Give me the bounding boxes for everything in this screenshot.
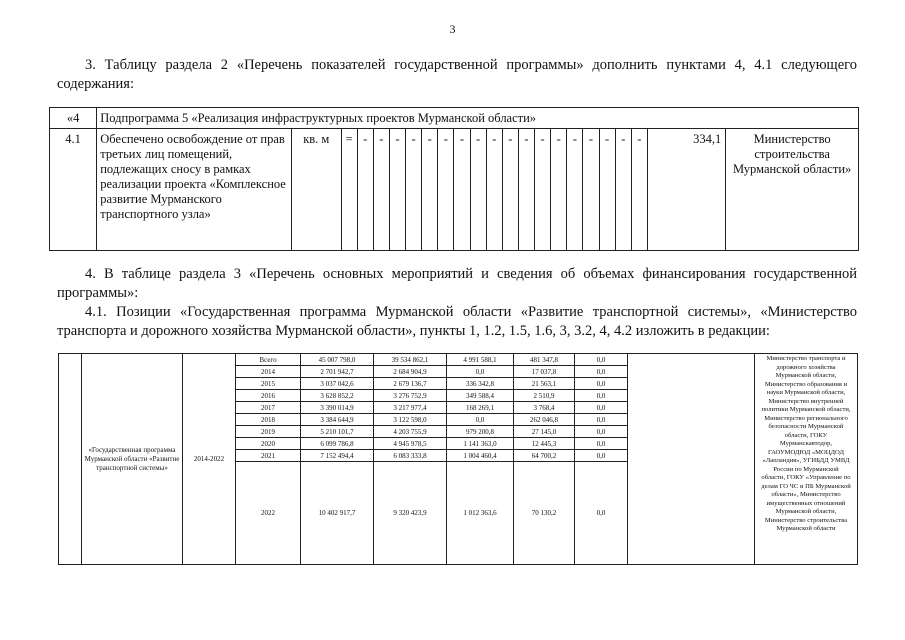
indicator-target-value: 334,1: [647, 129, 725, 251]
responsible-line: Министерство внутренней: [768, 397, 844, 405]
federal-budget-cell: 4 991 588,1: [447, 354, 514, 366]
program-name: «Государственная программа Мурманской области «Развитие транспортной системы»: [82, 354, 183, 565]
regional-budget-cell: 6 083 333,8: [374, 450, 447, 462]
indicator-description: Обеспечено освобождение от прав третьих лиц помещений, подлежащих сносу в рамках реализации проекта «Комплексное развитие Мурманского транспортного узла»: [97, 129, 292, 251]
federal-budget-cell: 349 588,4: [447, 390, 514, 402]
responsible-line: Мурманской области,: [775, 372, 837, 379]
indicator-dash: -: [470, 129, 486, 251]
indicator-dash: -: [535, 129, 551, 251]
indicator-responsible: Министерство строительства Мурманской области»: [726, 129, 859, 251]
financing-responsible: [755, 354, 858, 565]
municipal-budget-cell: 481 347,8: [514, 354, 575, 366]
extrabudget-cell: 0,0: [575, 354, 628, 366]
indicator-dash: -: [438, 129, 454, 251]
extrabudget-cell: 0,0: [575, 402, 628, 414]
total-cell: 6 099 786,8: [301, 438, 374, 450]
regional-budget-cell: 4 945 978,5: [374, 438, 447, 450]
indicator-dash: -: [357, 129, 373, 251]
total-cell: 10 402 917,7: [301, 462, 374, 565]
municipal-budget-cell: 70 130,2: [514, 462, 575, 565]
indicator-dash: -: [567, 129, 583, 251]
indicator-dash: -: [615, 129, 631, 251]
municipal-budget-cell: 262 046,8: [514, 414, 575, 426]
regional-budget-cell: 2 684 904,9: [374, 366, 447, 378]
regional-budget-cell: 9 320 423,9: [374, 462, 447, 565]
federal-budget-cell: 336 342,8: [447, 378, 514, 390]
municipal-budget-cell: 27 145,0: [514, 426, 575, 438]
indicator-dash: -: [422, 129, 438, 251]
municipal-budget-cell: 3 768,4: [514, 402, 575, 414]
extrabudget-cell: 0,0: [575, 426, 628, 438]
total-cell: 2 701 942,7: [301, 366, 374, 378]
indicator-row: [50, 129, 859, 251]
federal-budget-cell: 168 269,1: [447, 402, 514, 414]
program-period: 2014-2022: [183, 354, 236, 565]
regional-budget-cell: 3 217 977,4: [374, 402, 447, 414]
financing-row: [59, 354, 858, 366]
municipal-budget-cell: 64 700,2: [514, 450, 575, 462]
regional-budget-cell: 3 276 752,9: [374, 390, 447, 402]
responsible-line: области, ГОКУ «Управление по: [761, 474, 851, 481]
responsible-line: дорожного хозяйства: [776, 363, 836, 371]
year-cell: 2014: [236, 366, 301, 378]
indicator-dash: -: [583, 129, 599, 251]
paragraph-3: 3. Таблицу раздела 2 «Перечень показателей государственной программы» дополнить пунктами 4, 4.1 следующего содержания:: [57, 57, 857, 92]
year-cell: 2020: [236, 438, 301, 450]
federal-budget-cell: 1 141 363,0: [447, 438, 514, 450]
federal-budget-cell: 1 004 460,4: [447, 450, 514, 462]
indicator-unit: кв. м: [291, 129, 341, 251]
indicator-dash: -: [373, 129, 389, 251]
responsible-line: области», Министерство: [771, 491, 841, 498]
subprogram-number: «4: [50, 108, 97, 129]
year-cell: 2021: [236, 450, 301, 462]
responsible-line: безопасности Мурманской: [768, 423, 844, 430]
total-cell: 3 384 644,9: [301, 414, 374, 426]
responsible-line: имущественных отношений: [766, 499, 846, 507]
responsible-line: Министерство образования и: [764, 380, 848, 388]
extrabudget-cell: 0,0: [575, 378, 628, 390]
responsible-line: Министерство строительства: [764, 516, 848, 524]
federal-budget-cell: 979 200,8: [447, 426, 514, 438]
responsible-line: России по Мурманской: [773, 465, 839, 473]
regional-budget-cell: 2 679 136,7: [374, 378, 447, 390]
financing-index-cell: [59, 354, 82, 565]
financing-empty-cell: [628, 354, 755, 565]
extrabudget-cell: 0,0: [575, 414, 628, 426]
responsible-line: делам ГО ЧС и ПБ Мурманской: [761, 482, 851, 490]
year-cell: 2022: [236, 462, 301, 565]
year-cell: 2017: [236, 402, 301, 414]
municipal-budget-cell: 2 510,9: [514, 390, 575, 402]
total-cell: 45 007 798,0: [301, 354, 374, 366]
total-cell: 3 390 014,9: [301, 402, 374, 414]
paragraph-4: 4. В таблице раздела 3 «Перечень основных мероприятий и сведения об объемах финансирования государственной программы»:: [57, 266, 857, 301]
indicator-sign: =: [341, 129, 357, 251]
indicator-dash: -: [518, 129, 534, 251]
year-cell: 2019: [236, 426, 301, 438]
indicator-dash: -: [631, 129, 647, 251]
total-cell: 3 037 042,6: [301, 378, 374, 390]
total-cell: 7 152 494,4: [301, 450, 374, 462]
extrabudget-cell: 0,0: [575, 366, 628, 378]
subprogram-row: [50, 108, 859, 129]
year-cell: 2015: [236, 378, 301, 390]
financing-table: [58, 353, 858, 565]
regional-budget-cell: 4 203 755,9: [374, 426, 447, 438]
federal-budget-cell: 1 012 363,6: [447, 462, 514, 565]
indicator-dash: -: [599, 129, 615, 251]
responsible-line: Мурманскавтодор,: [779, 440, 833, 447]
responsible-line: Мурманской области,: [775, 508, 837, 515]
extrabudget-cell: 0,0: [575, 390, 628, 402]
municipal-budget-cell: 21 563,1: [514, 378, 575, 390]
indicator-dash: -: [406, 129, 422, 251]
responsible-line: Министерство транспорта и: [766, 355, 846, 362]
total-cell: 5 210 101,7: [301, 426, 374, 438]
responsible-line: «Лапландия», УГИБДД УМВД: [762, 457, 850, 464]
responsible-line: науки Мурманской области,: [766, 389, 846, 396]
responsible-line: политики Мурманской области,: [761, 406, 851, 413]
responsible-line: Министерство регионального: [764, 414, 848, 422]
municipal-budget-cell: 17 037,8: [514, 366, 575, 378]
regional-budget-cell: 39 534 862,1: [374, 354, 447, 366]
indicator-number: 4.1: [50, 129, 97, 251]
federal-budget-cell: 0,0: [447, 366, 514, 378]
page-number: 3: [449, 22, 456, 36]
extrabudget-cell: 0,0: [575, 462, 628, 565]
responsible-line: области, ГОКУ: [784, 431, 828, 439]
indicator-dash: -: [502, 129, 518, 251]
regional-budget-cell: 3 122 598,0: [374, 414, 447, 426]
indicator-dash: -: [551, 129, 567, 251]
federal-budget-cell: 0,0: [447, 414, 514, 426]
indicator-dash: -: [389, 129, 405, 251]
year-cell: Всего: [236, 354, 301, 366]
indicators-table: [49, 107, 859, 251]
responsible-line: ГАОУМОДЮД «МОЦДОД: [768, 448, 844, 456]
subprogram-title: Подпрограмма 5 «Реализация инфраструктурных проектов Мурманской области»: [97, 108, 859, 129]
indicator-dash: -: [486, 129, 502, 251]
paragraph-4-1: 4.1. Позиции «Государственная программа Мурманской области «Развитие транспортной системы», «Министерство транспорта и дорожного хозяйства Мурманской области», пункты 1, 1.2, 1.5, 1.6, 3, 3.2, 4, 4.2 изложить в редакции:: [57, 304, 857, 339]
indicator-dash: -: [454, 129, 470, 251]
extrabudget-cell: 0,0: [575, 438, 628, 450]
year-cell: 2016: [236, 390, 301, 402]
responsible-line: Мурманской области: [776, 525, 836, 532]
total-cell: 3 628 852,2: [301, 390, 374, 402]
extrabudget-cell: 0,0: [575, 450, 628, 462]
municipal-budget-cell: 12 445,3: [514, 438, 575, 450]
year-cell: 2018: [236, 414, 301, 426]
